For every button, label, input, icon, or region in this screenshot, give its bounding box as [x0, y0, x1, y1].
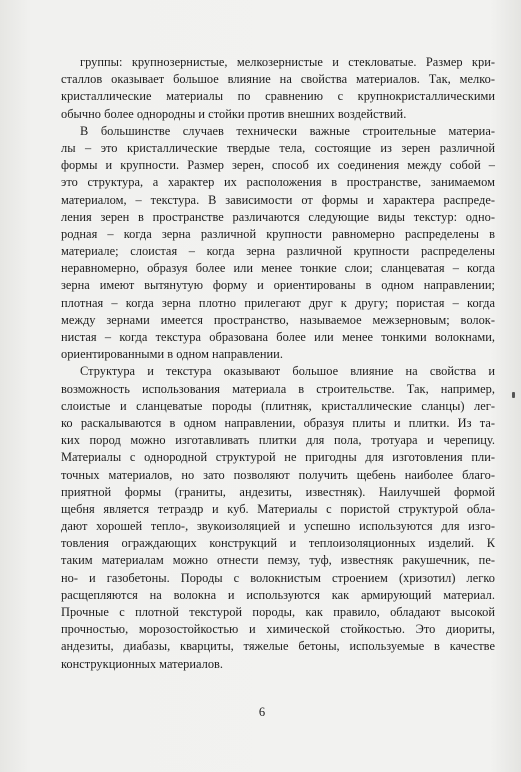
text-line: но- и газобетоны. Породы с волокнистым строением (хризотил) легко — [61, 570, 495, 585]
text-line: неравномерно, образуя более или менее тонкие слои; сланцеватая – когда — [61, 261, 495, 276]
text-line: ориентированными в одном направлении. — [61, 347, 283, 362]
text-line: нистая – когда текстура образована более или менее тонкими волокнами, — [61, 330, 495, 344]
page-number: 6 — [258, 705, 266, 719]
text-line: андезиты, диабазы, кварциты, тяжелые бетоны, используемые в качестве — [61, 639, 495, 654]
text-line: плотная – когда зерна плотно прилегают друг к другу; пористая – когда — [61, 295, 495, 310]
text-line: это структура, а характер их расположения в пространстве, занимаемом — [61, 175, 495, 190]
text-line: Прочные с плотной текстурой породы, как правило, обладают высокой — [61, 605, 495, 619]
text-line: родная – когда зерна различной крупности равномерно распределены в — [61, 226, 495, 241]
text-line: ления зерен в пространстве различаются следующие виды текстур: одно- — [61, 209, 495, 224]
text-line: прочностью, морозостойкостью и химической стойкостью. Это диориты, — [61, 622, 495, 637]
text-line: Структура и текстура оказывают большое влияние на свойства и — [80, 364, 495, 379]
text-line: ко раскалываются в одном направлении, образуя плиты и плитки. Из та- — [61, 415, 495, 430]
text-line: приятной формы (граниты, андезиты, известняк). Наилучшей формой — [61, 484, 495, 499]
text-line: формы и крупности. Размер зерен, способ их соединения между собой – — [61, 158, 495, 173]
text-line: возможность использования материала в строительстве. Так, например, — [61, 381, 495, 396]
text-line: зерна имеют вытянутую форму и ориентированы в одном направлении; — [61, 278, 495, 293]
text-line: В большинстве случаев технически важные строительные материа- — [80, 123, 495, 138]
text-line: щебня является тетраэдр и куб. Материалы с пористой структурой обла- — [61, 501, 495, 516]
text-line: группы: крупнозернистые, мелкозернистые и стекловатые. Размер кри- — [80, 55, 495, 69]
paragraph — [61, 363, 495, 672]
text-line: расщепляются на волокна и используются как армирующий материал. — [61, 587, 495, 602]
text-line: ких пород можно изготавливать плитки для пола, тротуара и черепицу. — [61, 433, 495, 448]
paragraph — [61, 54, 495, 123]
text-line: материалом, – текстура. В зависимости от формы и характера распреде- — [61, 192, 495, 207]
text-line: между зернами имеется пространство, называемое межзерновым; волок- — [61, 312, 495, 327]
text-line: обычно более однородны и стойки против внешних воздействий. — [61, 106, 407, 121]
text-line: точных материалов, но зато позволяют получить щебень наиболее благо- — [61, 467, 495, 482]
text-line: конструкционных материалов. — [61, 656, 224, 671]
text-line: слоистые и сланцеватые породы (плитняк, кристаллические сланцы) лег- — [61, 398, 495, 413]
text-line: дают хорошей тепло-, звукоизоляцией и успешно используются для изго- — [61, 519, 495, 534]
text-line: материале; слоистая – когда зерна различной крупности распределены — [61, 244, 495, 259]
text-line: таким материалам можно отнести пемзу, туф, известняк ракушечник, пе- — [61, 553, 495, 568]
text-line: лы – это кристаллические твердые тела, состоящие из зерен различной — [61, 140, 495, 155]
paragraph — [61, 123, 495, 364]
body-text — [61, 54, 495, 673]
text-line: Материалы с однородной структурой не пригодны для изготовления пли- — [61, 450, 495, 465]
text-line: сталлов оказывает большое влияние на свойства материалов. Так, мелко- — [61, 72, 495, 87]
text-line: кристаллические материалы по сравнению с крупнокристаллическими — [61, 89, 495, 104]
scan-artifact — [512, 392, 515, 398]
text-line: товления ограждающих конструкций и теплоизоляционных изделий. К — [61, 536, 495, 551]
